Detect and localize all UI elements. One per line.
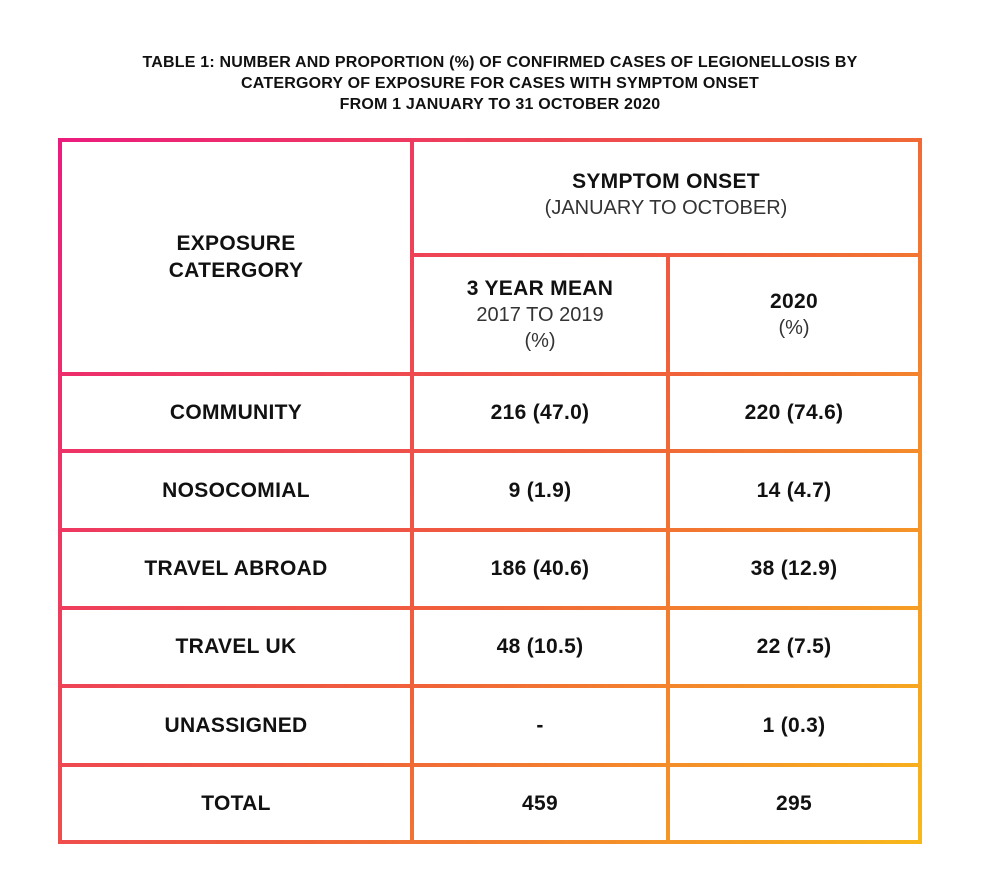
- row-unassigned-2020: 1 (0.3): [762, 713, 826, 737]
- header-three-year-mean: 3 YEAR MEAN 2017 TO 2019 (%): [466, 277, 614, 352]
- title-line-1: TABLE 1: NUMBER AND PROPORTION (%) OF CONFIRMED CASES OF LEGIONELLOSIS BY: [142, 54, 858, 71]
- row-nosocomial-category: NOSOCOMIAL: [162, 478, 310, 502]
- row-travel-uk-2020: 22 (7.5): [756, 635, 832, 658]
- row-unassigned-category: UNASSIGNED: [164, 713, 308, 737]
- row-community-category: COMMUNITY: [169, 400, 303, 424]
- row-unassigned-mean: -: [536, 713, 544, 737]
- row-travel-uk-mean: 48 (10.5): [496, 635, 584, 658]
- row-nosocomial-2020: 14 (4.7): [756, 478, 832, 502]
- row-nosocomial-mean: 9 (1.9): [508, 478, 572, 502]
- header-exposure-category: EXPOSURE CATERGORY: [168, 232, 304, 282]
- row-travel-uk-category: TRAVEL UK: [175, 635, 297, 658]
- row-total-category: TOTAL: [201, 791, 271, 815]
- title-line-2: CATERGORY OF EXPOSURE FOR CASES WITH SYMPTOM ONSET: [241, 75, 759, 92]
- header-symptom-onset: SYMPTOM ONSET (JANUARY TO OCTOBER): [544, 170, 788, 219]
- row-total-2020: 295: [776, 791, 812, 815]
- row-travel-abroad-mean: 186 (40.6): [490, 557, 590, 580]
- row-community-mean: 216 (47.0): [490, 400, 590, 424]
- row-travel-abroad-category: TRAVEL ABROAD: [144, 557, 328, 580]
- row-community-2020: 220 (74.6): [744, 400, 844, 424]
- header-year-2020: 2020 (%): [770, 290, 818, 339]
- row-travel-abroad-2020: 38 (12.9): [750, 557, 838, 580]
- row-total-mean: 459: [522, 791, 558, 815]
- title-line-3: FROM 1 JANUARY TO 31 OCTOBER 2020: [339, 96, 661, 113]
